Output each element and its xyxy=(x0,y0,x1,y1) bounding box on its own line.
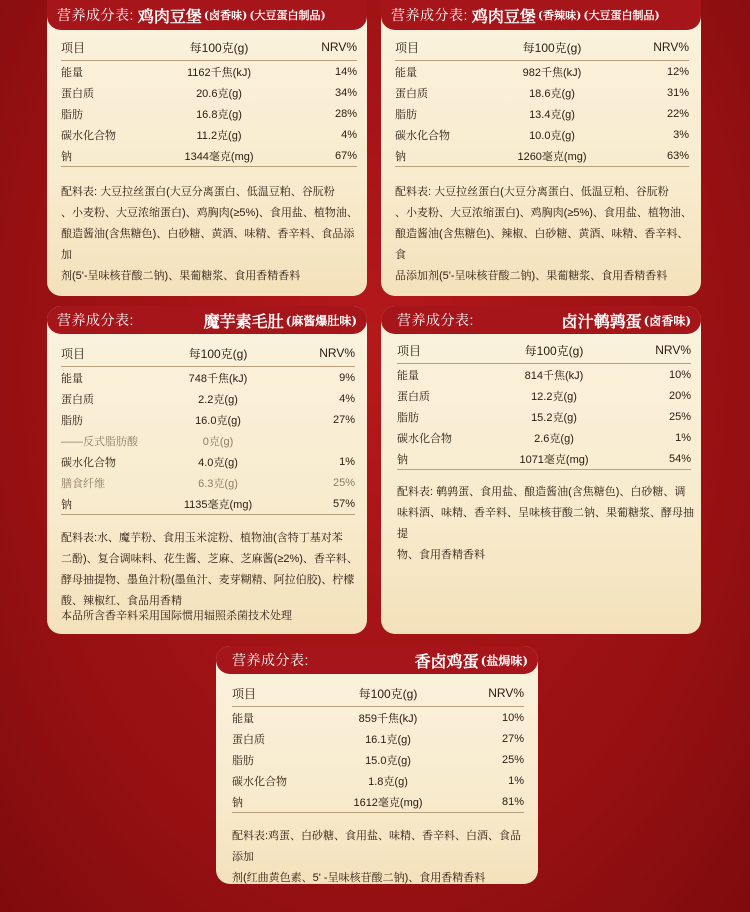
row-per: 11.2克(g) xyxy=(196,129,242,142)
product-name: 香卤鸡蛋 xyxy=(414,651,479,671)
table-header-row xyxy=(395,34,689,61)
product-name: 卤汁鹌鹑蛋 xyxy=(561,311,642,331)
nutrition-card-konjac-tripe xyxy=(47,306,367,634)
row-nrv: 67% xyxy=(287,145,357,167)
ingredients-line: 酿造酱油(含焦糖色)、辣椒、白砂糖、黄酒、味精、香辛料、食 xyxy=(395,228,689,261)
row-per: 2.6克(g) xyxy=(534,432,574,445)
row-nrv: 1% xyxy=(339,455,355,468)
ingredients-line: 酵母抽提物、墨鱼汁粉(墨鱼汁、麦芽糊精、阿拉伯胶)、柠檬 xyxy=(61,574,355,586)
header-per-100g: 每100克(g) xyxy=(487,337,621,364)
table-row xyxy=(232,770,524,791)
product-category: (大豆蛋白制品) xyxy=(249,9,326,22)
header-nrv: NRV% xyxy=(287,34,357,61)
row-item: 膳食纤维 xyxy=(61,477,105,490)
row-per: 1612毫克(mg) xyxy=(322,791,454,813)
ingredients-line: 剂(5'-呈味核苷酸二钠)、果葡糖浆、食用香精香料 xyxy=(61,270,301,282)
row-nrv: 3% xyxy=(673,128,689,141)
table-row xyxy=(61,61,357,83)
row-per: 1344毫克(mg) xyxy=(151,145,287,167)
card-title-bar xyxy=(381,306,701,334)
table-header-row xyxy=(61,340,355,367)
product-name: 鸡肉豆堡 xyxy=(137,6,202,26)
row-item: 钠 xyxy=(61,145,151,167)
row-item: 钠 xyxy=(61,493,151,515)
ingredients-line: 品添加剂(5'-呈味核苷酸二钠)、果葡糖浆、食用香精香料 xyxy=(395,270,668,282)
card-title-prefix: 营养成分表: xyxy=(57,7,134,23)
table-row xyxy=(397,385,691,406)
row-per: 814千焦(kJ) xyxy=(524,369,584,382)
row-item: 碳水化合物 xyxy=(232,775,287,788)
row-nrv: 9% xyxy=(339,371,355,384)
row-per: 18.6克(g) xyxy=(529,87,575,100)
row-item: 蛋白质 xyxy=(397,390,430,403)
nutrition-card-chicken-bean-burger-spicy xyxy=(381,0,701,296)
header-item: 项目 xyxy=(61,340,151,367)
card-title-bar xyxy=(216,646,538,674)
row-nrv: 1% xyxy=(675,431,691,444)
product-category: (大豆蛋白制品) xyxy=(583,9,660,22)
row-per: 16.8克(g) xyxy=(196,108,242,121)
product-flavor: (香辣味) xyxy=(537,9,582,22)
row-item: 能量 xyxy=(395,66,417,79)
table-row xyxy=(397,448,691,470)
row-nrv: 27% xyxy=(332,413,355,426)
row-item: 钠 xyxy=(232,791,322,813)
ingredients-line: 二酚)、复合调味料、花生酱、芝麻、芝麻酱(≥2%)、香辛料、 xyxy=(61,553,358,565)
row-item: 蛋白质 xyxy=(61,87,94,100)
header-per-100g: 每100克(g) xyxy=(151,340,285,367)
row-per: 1135毫克(mg) xyxy=(151,493,285,515)
row-nrv: 63% xyxy=(619,145,689,167)
row-nrv: 57% xyxy=(285,493,355,515)
header-nrv: NRV% xyxy=(285,340,355,367)
row-item: 蛋白质 xyxy=(61,393,94,406)
header-nrv: NRV% xyxy=(454,680,524,707)
row-per: 15.0克(g) xyxy=(365,754,411,767)
row-item: 能量 xyxy=(61,372,83,385)
ingredients-line: 味料酒、味精、香辛料、呈味核苷酸二钠、果葡糖浆、酵母抽提 xyxy=(397,507,694,540)
row-nrv: 54% xyxy=(621,448,691,470)
row-item: 脂肪 xyxy=(61,108,83,121)
row-per: 1260毫克(mg) xyxy=(485,145,619,167)
row-item: 碳水化合物 xyxy=(397,432,452,445)
row-per: 13.4克(g) xyxy=(529,108,575,121)
row-per: 10.0克(g) xyxy=(529,129,575,142)
row-per: 6.3克(g) xyxy=(198,477,238,490)
product-flavor: (卤香味) xyxy=(203,9,248,22)
row-item: 碳水化合物 xyxy=(395,129,450,142)
product-flavor: (麻酱爆肚味) xyxy=(285,313,357,328)
ingredients-line: 配料表:水、魔芋粉、食用玉米淀粉、植物油(含特丁基对苯 xyxy=(61,532,343,544)
table-row xyxy=(61,82,357,103)
row-nrv: 34% xyxy=(334,86,357,99)
card-title-prefix: 营养成分表: xyxy=(57,312,134,328)
row-item: 能量 xyxy=(61,66,83,79)
ingredients-line: 配料表: 大豆拉丝蛋白(大豆分离蛋白、低温豆粕、谷朊粉 xyxy=(395,186,669,198)
ingredients-text xyxy=(395,182,695,287)
table-row xyxy=(61,367,355,389)
ingredients-text xyxy=(61,182,361,287)
table-row xyxy=(61,145,357,167)
ingredients-text xyxy=(397,482,697,566)
ingredients-line: 物、食用香精香料 xyxy=(397,549,485,561)
row-per: 16.0克(g) xyxy=(195,414,241,427)
table-row xyxy=(61,430,355,451)
table-row xyxy=(232,749,524,770)
row-nrv: 10% xyxy=(501,711,524,724)
header-per-100g: 每100克(g) xyxy=(322,680,454,707)
row-item: 脂肪 xyxy=(395,108,417,121)
header-item: 项目 xyxy=(395,34,485,61)
row-item: ——反式脂肪酸 xyxy=(61,435,138,448)
ingredients-line: 酿造酱油(含焦糖色)、白砂糖、黄酒、味精、香辛料、食品添加 xyxy=(61,228,355,261)
row-item: 碳水化合物 xyxy=(61,456,116,469)
row-item: 蛋白质 xyxy=(395,87,428,100)
row-nrv: 20% xyxy=(668,389,691,402)
table-row xyxy=(61,409,355,430)
ingredients-line: 、小麦粉、大豆浓缩蛋白)、鸡胸肉(≥5%)、食用盐、植物油、 xyxy=(61,207,358,219)
row-item: 碳水化合物 xyxy=(61,129,116,142)
table-row xyxy=(397,427,691,448)
ingredients-line: 配料表: 大豆拉丝蛋白(大豆分离蛋白、低温豆粕、谷朊粉 xyxy=(61,186,335,198)
row-nrv: 25% xyxy=(332,476,355,489)
ingredients-line: 配料表: 鹌鹑蛋、食用盐、酿造酱油(含焦糖色)、白砂糖、调 xyxy=(397,486,686,498)
table-row xyxy=(61,103,357,124)
row-nrv: 12% xyxy=(666,65,689,78)
table-row xyxy=(395,124,689,145)
row-per: 1162千焦(kJ) xyxy=(187,66,251,79)
row-nrv: 14% xyxy=(334,65,357,78)
row-nrv: 10% xyxy=(668,368,691,381)
ingredients-line: 酸、辣椒红、食品用香精 xyxy=(61,595,182,607)
row-item: 脂肪 xyxy=(397,411,419,424)
ingredients-line: 配料表:鸡蛋、白砂糖、食用盐、味精、香辛料、白酒、食品添加 xyxy=(232,830,522,863)
ingredients-line: 、小麦粉、大豆浓缩蛋白)、鸡胸肉(≥5%)、食用盐、植物油、 xyxy=(395,207,692,219)
card-title-bar xyxy=(47,0,367,30)
nutrition-card-quail-eggs xyxy=(381,306,701,634)
table-row xyxy=(61,451,355,472)
table-row xyxy=(61,388,355,409)
row-item: 能量 xyxy=(232,712,254,725)
table-header-row xyxy=(232,680,524,707)
table-row xyxy=(232,728,524,749)
card-title-prefix: 营养成分表: xyxy=(232,652,309,668)
header-item: 项目 xyxy=(397,337,487,364)
row-per: 748千焦(kJ) xyxy=(188,372,248,385)
row-nrv: 27% xyxy=(501,732,524,745)
table-row xyxy=(395,145,689,167)
table-row xyxy=(232,791,524,813)
header-per-100g: 每100克(g) xyxy=(485,34,619,61)
table-row xyxy=(61,124,357,145)
header-nrv: NRV% xyxy=(619,34,689,61)
nutrition-table xyxy=(397,337,691,470)
row-item: 钠 xyxy=(397,448,487,470)
row-nrv: 22% xyxy=(666,107,689,120)
nutrition-table xyxy=(395,34,689,167)
nutrition-card-chicken-bean-burger-braised xyxy=(47,0,367,296)
nutrition-table xyxy=(232,680,524,813)
row-nrv: 25% xyxy=(501,753,524,766)
row-per: 1.8克(g) xyxy=(368,775,408,788)
row-per: 20.6克(g) xyxy=(196,87,242,100)
row-nrv xyxy=(285,430,355,451)
row-item: 能量 xyxy=(397,369,419,382)
row-per: 859千焦(kJ) xyxy=(358,712,418,725)
table-row xyxy=(232,707,524,729)
row-per: 1071毫克(mg) xyxy=(487,448,621,470)
table-row xyxy=(397,406,691,427)
row-per: 16.1克(g) xyxy=(365,733,411,746)
ingredients-text xyxy=(232,826,532,889)
row-per: 15.2克(g) xyxy=(531,411,577,424)
nutrition-table xyxy=(61,34,357,167)
card-title-bar xyxy=(47,306,367,334)
row-nrv: 28% xyxy=(334,107,357,120)
row-item: 脂肪 xyxy=(61,414,83,427)
table-row xyxy=(61,472,355,493)
row-item: 蛋白质 xyxy=(232,733,265,746)
product-flavor: (盐焗味) xyxy=(480,653,528,668)
table-header-row xyxy=(61,34,357,61)
table-row xyxy=(395,103,689,124)
row-nrv: 4% xyxy=(339,392,355,405)
row-per: 2.2克(g) xyxy=(198,393,238,406)
row-per: 4.0克(g) xyxy=(198,456,238,469)
header-item: 项目 xyxy=(232,680,322,707)
product-name: 鸡肉豆堡 xyxy=(471,6,536,26)
row-nrv: 81% xyxy=(454,791,524,813)
row-nrv: 4% xyxy=(341,128,357,141)
row-item: 钠 xyxy=(395,145,485,167)
nutrition-card-braised-egg xyxy=(216,646,538,884)
card-title-prefix: 营养成分表: xyxy=(397,312,474,328)
ingredients-line: 剂(红曲黄色素、5' -呈味核苷酸二钠)、食用香精香料 xyxy=(232,872,486,884)
irradiation-note: 本品所含香辛料采用国际惯用辐照杀菌技术处理 xyxy=(61,610,292,622)
ingredients-text xyxy=(61,528,361,612)
table-row xyxy=(61,493,355,515)
product-flavor: (卤香味) xyxy=(643,313,691,328)
row-per: 982千焦(kJ) xyxy=(522,66,582,79)
row-item: 脂肪 xyxy=(232,754,254,767)
row-per: 12.2克(g) xyxy=(531,390,577,403)
header-per-100g: 每100克(g) xyxy=(151,34,287,61)
header-nrv: NRV% xyxy=(621,337,691,364)
row-per: 0克(g) xyxy=(202,435,234,448)
table-row xyxy=(395,61,689,83)
table-header-row xyxy=(397,337,691,364)
product-name: 魔芋素毛肚 xyxy=(203,311,284,331)
header-item: 项目 xyxy=(61,34,151,61)
row-nrv: 31% xyxy=(666,86,689,99)
table-row xyxy=(397,364,691,386)
row-nrv: 25% xyxy=(668,410,691,423)
row-nrv: 1% xyxy=(508,774,524,787)
table-row xyxy=(395,82,689,103)
nutrition-table xyxy=(61,340,355,515)
card-title-bar xyxy=(381,0,701,30)
card-title-prefix: 营养成分表: xyxy=(391,7,468,23)
